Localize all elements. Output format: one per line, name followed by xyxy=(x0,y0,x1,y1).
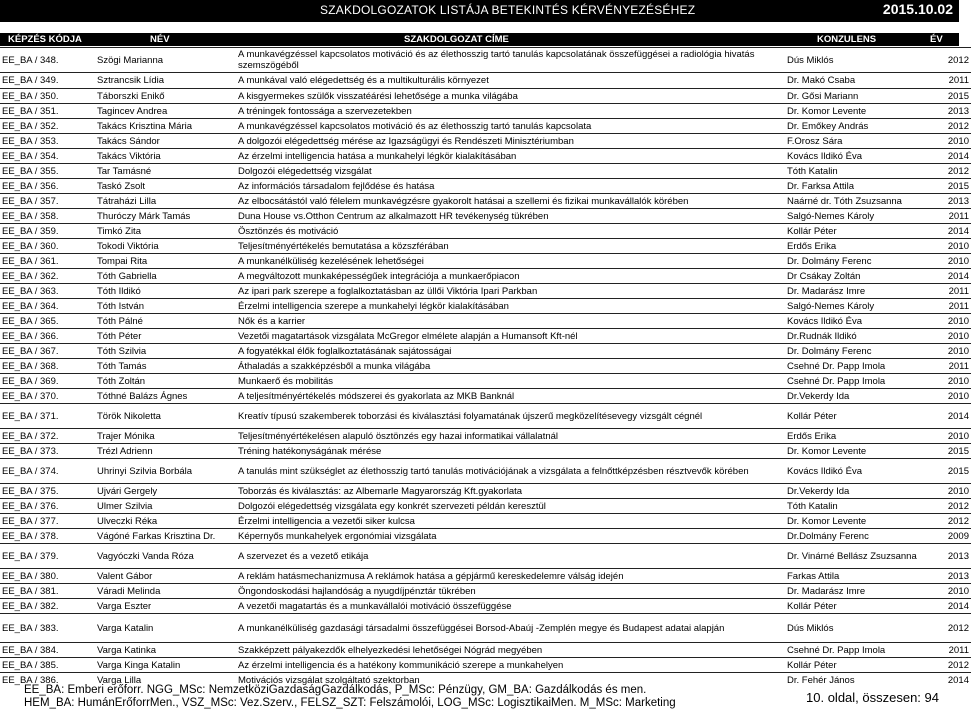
row-code: EE_BA / 363. xyxy=(0,284,95,299)
row-thesis: A kisgyermekes szülők visszatéárési lehetősége a munka világába xyxy=(236,89,785,104)
row-year: 2010 xyxy=(914,374,971,389)
row-consultant: Dr. Makó Csaba xyxy=(785,73,914,89)
table-row xyxy=(0,444,971,459)
row-thesis: A munkavégzéssel kapcsolatos motiváció és az élethosszig tartó tanulás kapcsolatának összefüggései a radiológia hivatás szemszögéből xyxy=(236,48,785,73)
row-thesis: Szakképzett pályakezdők elhelyezkedési lehetőségei Nógrád megyében xyxy=(236,643,785,658)
row-consultant: Naárné dr. Tóth Zsuzsanna xyxy=(785,194,914,209)
row-year: 2009 xyxy=(914,529,971,544)
date-label: 2015.10.02 xyxy=(882,1,953,17)
row-name: Ulmer Szilvia xyxy=(95,499,236,514)
table-row xyxy=(0,299,971,314)
row-code: EE_BA / 373. xyxy=(0,444,95,459)
column-header-thesis: SZAKDOLGOZAT CÍME xyxy=(404,34,509,45)
row-code: EE_BA / 357. xyxy=(0,194,95,209)
thesis-table xyxy=(0,47,971,688)
row-thesis: A munkanélküliség gazdasági társadalmi összefüggései Borsod-Abaúj -Zemplén megye és Budapest adatai alapján xyxy=(236,614,785,643)
row-code: EE_BA / 355. xyxy=(0,164,95,179)
row-thesis: Teljesítményértékelés bemutatása a közszférában xyxy=(236,239,785,254)
row-thesis: Kreatív típusú szakemberek toborzási és kiválasztási folyamatának újszerű megközelítésevegy vizsgált cégnél xyxy=(236,404,785,429)
table-row xyxy=(0,224,971,239)
row-code: EE_BA / 366. xyxy=(0,329,95,344)
row-thesis: A reklám hatásmechanizmusa A reklámok hatása a gépjármű kereskedelemre válság idején xyxy=(236,569,785,584)
row-code: EE_BA / 365. xyxy=(0,314,95,329)
row-year: 2011 xyxy=(914,284,971,299)
table-row xyxy=(0,484,971,499)
table-row xyxy=(0,584,971,599)
row-name: Tokodi Viktória xyxy=(95,239,236,254)
table-row xyxy=(0,643,971,658)
row-consultant: F.Orosz Sára xyxy=(785,134,914,149)
row-name: Timkó Zita xyxy=(95,224,236,239)
row-code: EE_BA / 364. xyxy=(0,299,95,314)
row-year: 2014 xyxy=(914,269,971,284)
row-year: 2010 xyxy=(914,314,971,329)
row-name: Varga Katinka xyxy=(95,643,236,658)
row-thesis: A teljesítményértékelés módszerei és gyakorlata az MKB Banknál xyxy=(236,389,785,404)
table-row xyxy=(0,269,971,284)
row-name: Tompai Rita xyxy=(95,254,236,269)
table-row xyxy=(0,658,971,673)
row-year: 2010 xyxy=(914,584,971,599)
row-code: EE_BA / 374. xyxy=(0,459,95,484)
footer-legend-line1: EE_BA: Emberi erőforr. NGG_MSc: NemzetköziGazdaságGazdálkodás, P_MSc: Pénzügy, GM_BA: Gazdálkodás és men. xyxy=(24,684,647,696)
row-consultant: Kollár Péter xyxy=(785,404,914,429)
row-name: Vagyóczki Vanda Róza xyxy=(95,544,236,569)
row-year: 2014 xyxy=(914,404,971,429)
table-row xyxy=(0,569,971,584)
row-year: 2012 xyxy=(914,499,971,514)
page-title: SZAKDOLGOZATOK LISTÁJA BETEKINTÉS KÉRVÉNYEZÉSÉHEZ xyxy=(320,3,696,17)
row-consultant: Dr. Dolmány Ferenc xyxy=(785,344,914,359)
row-year: 2013 xyxy=(914,544,971,569)
row-year: 2010 xyxy=(914,134,971,149)
row-consultant: Farkas Attila xyxy=(785,569,914,584)
row-name: Varga Eszter xyxy=(95,599,236,614)
row-code: EE_BA / 370. xyxy=(0,389,95,404)
row-name: Varga Katalin xyxy=(95,614,236,643)
row-code: EE_BA / 381. xyxy=(0,584,95,599)
row-name: Trézl Adrienn xyxy=(95,444,236,459)
row-name: Thuróczy Márk Tamás xyxy=(95,209,236,224)
row-year: 2012 xyxy=(914,48,971,73)
table-row xyxy=(0,459,971,484)
row-year: 2011 xyxy=(914,643,971,658)
table-row xyxy=(0,544,971,569)
row-consultant: Kovács Ildikó Éva xyxy=(785,149,914,164)
row-thesis: A dolgozói elégedettség mérése az Igazságügyi és Rendészeti Minisztériumban xyxy=(236,134,785,149)
row-year: 2015 xyxy=(914,459,971,484)
row-consultant: Dr.Vekerdy Ida xyxy=(785,389,914,404)
row-consultant: Dr. Madarász Imre xyxy=(785,584,914,599)
row-thesis: Nők és a karrier xyxy=(236,314,785,329)
row-thesis: A tanulás mint szükséglet az élethosszig tartó tanulás motivációjának a vizsgálata a felnőttképzésben résztvevők körében xyxy=(236,459,785,484)
row-thesis: Teljesítményértékelésen alapuló ösztönzés egy hazai informatikai vállalatnál xyxy=(236,429,785,444)
row-year: 2011 xyxy=(914,299,971,314)
row-thesis: A fogyatékkal élők foglalkoztatásának sajátosságai xyxy=(236,344,785,359)
row-consultant: Dr. Vinárné Bellász Zsuzsanna xyxy=(785,544,914,569)
footer-legend-line2: HEM_BA: HumánErőforrMen., VSZ_MSc: Vez.Szerv., FELSZ_SZT: Felszámolói, LOG_MSc: LogisztikaiMen. M_MSc: Marketing xyxy=(24,697,676,709)
row-name: Varga Lilla xyxy=(95,673,236,688)
row-name: Ujvári Gergely xyxy=(95,484,236,499)
table-row xyxy=(0,209,971,224)
row-code: EE_BA / 354. xyxy=(0,149,95,164)
row-consultant: Salgó-Nemes Károly xyxy=(785,209,914,224)
row-year: 2010 xyxy=(914,389,971,404)
row-code: EE_BA / 368. xyxy=(0,359,95,374)
row-thesis: Tréning hatékonyságának mérése xyxy=(236,444,785,459)
table-header xyxy=(0,33,959,46)
row-consultant: Tóth Katalin xyxy=(785,164,914,179)
table-row xyxy=(0,119,971,134)
table-row xyxy=(0,429,971,444)
row-consultant: Dr. Komor Levente xyxy=(785,514,914,529)
row-year: 2014 xyxy=(914,673,971,688)
row-year: 2012 xyxy=(914,614,971,643)
row-thesis: Az ipari park szerepe a foglalkoztatásban az üllői Viktória Ipari Parkban xyxy=(236,284,785,299)
row-code: EE_BA / 367. xyxy=(0,344,95,359)
row-consultant: Dr. Emőkey András xyxy=(785,119,914,134)
row-code: EE_BA / 372. xyxy=(0,429,95,444)
table-row xyxy=(0,254,971,269)
row-consultant: Kollár Péter xyxy=(785,658,914,673)
row-thesis: Ösztönzés és motiváció xyxy=(236,224,785,239)
table-row xyxy=(0,359,971,374)
row-year: 2014 xyxy=(914,224,971,239)
row-code: EE_BA / 380. xyxy=(0,569,95,584)
row-consultant: Dr. Dolmány Ferenc xyxy=(785,254,914,269)
row-consultant: Dr. Komor Levente xyxy=(785,444,914,459)
table-row xyxy=(0,149,971,164)
row-code: EE_BA / 356. xyxy=(0,179,95,194)
row-year: 2010 xyxy=(914,484,971,499)
row-name: Török Nikoletta xyxy=(95,404,236,429)
table-row xyxy=(0,239,971,254)
row-consultant: Dr.Rudnák Ildikó xyxy=(785,329,914,344)
row-year: 2013 xyxy=(914,104,971,119)
row-code: EE_BA / 378. xyxy=(0,529,95,544)
row-thesis: Dolgozói elégedettség vizsgálat xyxy=(236,164,785,179)
row-thesis: Motivációs vizsgálat szolgáltató szektorban xyxy=(236,673,785,688)
table-row xyxy=(0,104,971,119)
row-thesis: Öngondoskodási hajlandóság a nyugdíjpénztár tükrében xyxy=(236,584,785,599)
row-thesis: Áthaladás a szakképzésből a munka világába xyxy=(236,359,785,374)
row-name: Taskó Zsolt xyxy=(95,179,236,194)
table-row xyxy=(0,73,971,89)
row-code: EE_BA / 351. xyxy=(0,104,95,119)
row-code: EE_BA / 386. xyxy=(0,673,95,688)
table-row xyxy=(0,284,971,299)
row-thesis: Munkaerő és mobilitás xyxy=(236,374,785,389)
row-consultant: Kovács Ildikó Éva xyxy=(785,314,914,329)
row-code: EE_BA / 348. xyxy=(0,48,95,73)
row-year: 2012 xyxy=(914,514,971,529)
row-name: Vágóné Farkas Krisztina Dr. xyxy=(95,529,236,544)
row-name: Sztrancsik Lídia xyxy=(95,73,236,89)
row-name: Tóth Szilvia xyxy=(95,344,236,359)
row-year: 2014 xyxy=(914,599,971,614)
row-thesis: A vezetői magatartás és a munkavállalói motiváció összefüggése xyxy=(236,599,785,614)
column-header-consultant: KONZULENS xyxy=(817,34,877,45)
column-header-code: KÉPZÉS KÓDJA xyxy=(8,34,82,45)
row-consultant: Erdős Erika xyxy=(785,239,914,254)
row-year: 2013 xyxy=(914,194,971,209)
column-header-year: ÉV xyxy=(930,34,943,45)
row-code: EE_BA / 361. xyxy=(0,254,95,269)
table-row xyxy=(0,314,971,329)
table-row xyxy=(0,48,971,73)
row-consultant: Kollár Péter xyxy=(785,599,914,614)
row-year: 2013 xyxy=(914,569,971,584)
row-consultant: Dr. Komor Levente xyxy=(785,104,914,119)
row-name: Tóth Zoltán xyxy=(95,374,236,389)
row-code: EE_BA / 353. xyxy=(0,134,95,149)
row-consultant: Dús Miklós xyxy=(785,614,914,643)
row-year: 2012 xyxy=(914,658,971,673)
row-year: 2010 xyxy=(914,344,971,359)
table-row xyxy=(0,194,971,209)
row-consultant: Dr. Gősi Mariann xyxy=(785,89,914,104)
row-thesis: A munkanélküliség kezelésének lehetőségei xyxy=(236,254,785,269)
row-year: 2012 xyxy=(914,119,971,134)
row-year: 2011 xyxy=(914,73,971,89)
row-year: 2015 xyxy=(914,179,971,194)
row-thesis: Az információs társadalom fejlődése és hatása xyxy=(236,179,785,194)
table-row xyxy=(0,134,971,149)
row-thesis: Érzelmi intelligencia szerepe a munkahelyi légkör kialakításában xyxy=(236,299,785,314)
row-consultant: Dr Csákay Zoltán xyxy=(785,269,914,284)
table-row xyxy=(0,89,971,104)
row-consultant: Dr. Farksa Attila xyxy=(785,179,914,194)
row-consultant: Tóth Katalin xyxy=(785,499,914,514)
row-year: 2010 xyxy=(914,239,971,254)
row-name: Szögi Marianna xyxy=(95,48,236,73)
row-name: Tóth Pálné xyxy=(95,314,236,329)
row-code: EE_BA / 379. xyxy=(0,544,95,569)
row-name: Uhrinyi Szilvia Borbála xyxy=(95,459,236,484)
row-thesis: Toborzás és kiválasztás: az Albemarle Magyarország Kft.gyakorlata xyxy=(236,484,785,499)
row-thesis: Dolgozói elégedettség vizsgálata egy konkrét szervezeti példán keresztül xyxy=(236,499,785,514)
row-code: EE_BA / 359. xyxy=(0,224,95,239)
row-consultant: Erdős Erika xyxy=(785,429,914,444)
row-code: EE_BA / 383. xyxy=(0,614,95,643)
row-thesis: Duna House vs.Otthon Centrum az alkalmazott HR tevékenység tükrében xyxy=(236,209,785,224)
row-name: Tóth Tamás xyxy=(95,359,236,374)
row-code: EE_BA / 382. xyxy=(0,599,95,614)
row-code: EE_BA / 352. xyxy=(0,119,95,134)
row-name: Tóthné Balázs Ágnes xyxy=(95,389,236,404)
row-year: 2014 xyxy=(914,149,971,164)
row-name: Tóth Ildikó xyxy=(95,284,236,299)
table-row xyxy=(0,374,971,389)
table-row xyxy=(0,344,971,359)
row-thesis: A megváltozott munkaképességűek integrációja a munkaerőpiacon xyxy=(236,269,785,284)
row-consultant: Kollár Péter xyxy=(785,224,914,239)
table-row xyxy=(0,329,971,344)
row-name: Váradi Melinda xyxy=(95,584,236,599)
row-consultant: Salgó-Nemes Károly xyxy=(785,299,914,314)
row-thesis: Érzelmi intelligencia a vezetői siker kulcsa xyxy=(236,514,785,529)
row-thesis: A munkával való elégedettség és a multikulturális környezet xyxy=(236,73,785,89)
row-name: Varga Kinga Katalin xyxy=(95,658,236,673)
row-year: 2010 xyxy=(914,329,971,344)
table-row xyxy=(0,529,971,544)
row-year: 2015 xyxy=(914,89,971,104)
row-name: Táborszki Enikő xyxy=(95,89,236,104)
table-row xyxy=(0,179,971,194)
row-code: EE_BA / 360. xyxy=(0,239,95,254)
row-year: 2010 xyxy=(914,254,971,269)
row-year: 2011 xyxy=(914,359,971,374)
row-thesis: Az elbocsátástól való félelem munkavégzésre gyakorolt hatásai a szellemi és fizikai munkavállalók körében xyxy=(236,194,785,209)
row-code: EE_BA / 369. xyxy=(0,374,95,389)
row-thesis: A szervezet és a vezető etikája xyxy=(236,544,785,569)
row-year: 2011 xyxy=(914,209,971,224)
row-name: Tagincev Andrea xyxy=(95,104,236,119)
row-name: Takács Krisztina Mária xyxy=(95,119,236,134)
row-name: Takács Viktória xyxy=(95,149,236,164)
row-thesis: Képernyős munkahelyek ergonómiai vizsgálata xyxy=(236,529,785,544)
row-name: Tátraházi Lilla xyxy=(95,194,236,209)
row-code: EE_BA / 371. xyxy=(0,404,95,429)
row-thesis: Az érzelmi intelligencia hatása a munkahelyi légkör kialakításában xyxy=(236,149,785,164)
row-thesis: A munkavégzéssel kapcsolatos motiváció és az élethosszig tartó tanulás kapcsolata xyxy=(236,119,785,134)
row-thesis: Vezetői magatartások vizsgálata McGregor elmélete alapján a Humansoft Kft-nél xyxy=(236,329,785,344)
row-thesis: A tréningek fontossága a szervezetekben xyxy=(236,104,785,119)
column-header-name: NÉV xyxy=(150,34,170,45)
table-row xyxy=(0,389,971,404)
row-name: Takács Sándor xyxy=(95,134,236,149)
row-year: 2015 xyxy=(914,444,971,459)
row-consultant: Dr. Fehér János xyxy=(785,673,914,688)
row-code: EE_BA / 377. xyxy=(0,514,95,529)
table-row xyxy=(0,599,971,614)
table-row xyxy=(0,404,971,429)
row-name: Tar Tamásné xyxy=(95,164,236,179)
row-consultant: Dús Miklós xyxy=(785,48,914,73)
row-code: EE_BA / 350. xyxy=(0,89,95,104)
table-row xyxy=(0,499,971,514)
row-year: 2012 xyxy=(914,164,971,179)
table-row xyxy=(0,164,971,179)
row-name: Tóth Gabriella xyxy=(95,269,236,284)
row-name: Trajer Mónika xyxy=(95,429,236,444)
row-code: EE_BA / 376. xyxy=(0,499,95,514)
row-code: EE_BA / 384. xyxy=(0,643,95,658)
row-consultant: Dr.Vekerdy Ida xyxy=(785,484,914,499)
row-code: EE_BA / 375. xyxy=(0,484,95,499)
row-consultant: Csehné Dr. Papp Imola xyxy=(785,374,914,389)
row-consultant: Csehné Dr. Papp Imola xyxy=(785,643,914,658)
row-name: Valent Gábor xyxy=(95,569,236,584)
table-row xyxy=(0,514,971,529)
row-code: EE_BA / 362. xyxy=(0,269,95,284)
row-name: Ulveczki Réka xyxy=(95,514,236,529)
row-consultant: Kovács Ildikó Éva xyxy=(785,459,914,484)
top-bar xyxy=(0,0,959,22)
row-consultant: Dr.Dolmány Ferenc xyxy=(785,529,914,544)
row-name: Tóth Péter xyxy=(95,329,236,344)
row-consultant: Dr. Madarász Imre xyxy=(785,284,914,299)
page-number: 10. oldal, összesen: 94 xyxy=(806,690,939,705)
table-row xyxy=(0,614,971,643)
row-year: 2010 xyxy=(914,429,971,444)
row-name: Tóth István xyxy=(95,299,236,314)
row-code: EE_BA / 385. xyxy=(0,658,95,673)
row-code: EE_BA / 358. xyxy=(0,209,95,224)
row-thesis: Az érzelmi intelligencia és a hatékony kommunikáció szerepe a munkahelyen xyxy=(236,658,785,673)
row-consultant: Csehné Dr. Papp Imola xyxy=(785,359,914,374)
row-code: EE_BA / 349. xyxy=(0,73,95,89)
